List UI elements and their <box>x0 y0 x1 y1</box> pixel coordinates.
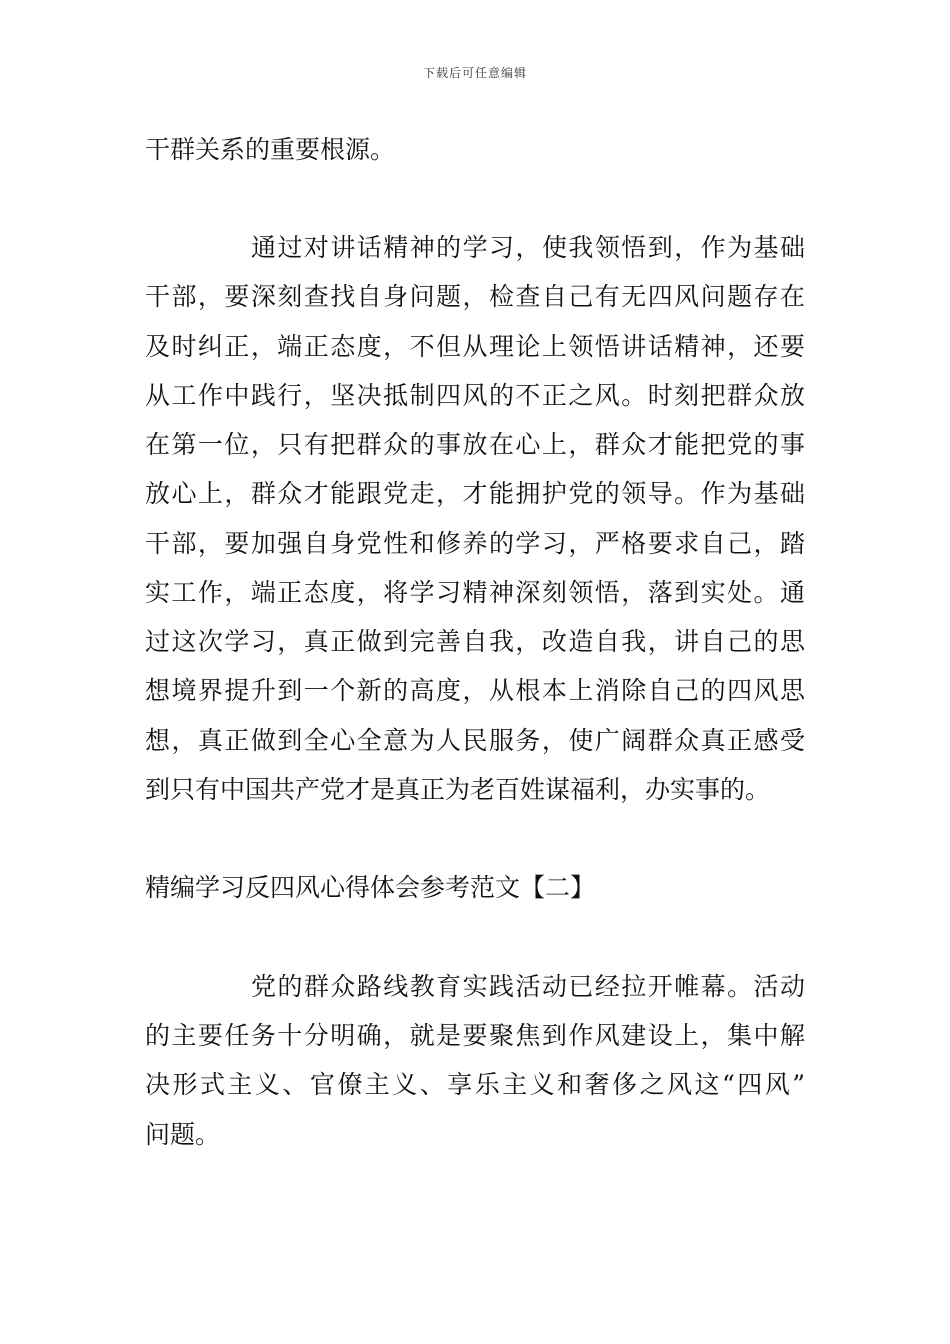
paragraph-2-line: 想境界提升到一个新的高度，从根本上消除自己的四风思 <box>145 676 805 705</box>
paragraph-1-line: 干群关系的重要根源。 <box>145 135 396 164</box>
paragraph-3-line: 党的群众路线教育实践活动已经拉开帷幕。活动 <box>251 972 805 1001</box>
paragraph-2-line: 实工作，端正态度，将学习精神深刻领悟，落到实处。通 <box>145 578 805 607</box>
paragraph-2-line: 放心上，群众才能跟党走，才能拥护党的领导。作为基础 <box>145 479 805 508</box>
paragraph-2-line: 干部，要加强自身党性和修养的学习，严格要求自己，踏 <box>145 529 805 558</box>
paragraph-3-line: 决形式主义、官僚主义、享乐主义和奢侈之风这“四风” <box>145 1070 805 1099</box>
paragraph-2-line: 想，真正做到全心全意为人民服务，使广阔群众真正感受 <box>145 726 805 755</box>
paragraph-3-line: 问题。 <box>145 1120 221 1149</box>
page-header: 下载后可任意编辑 <box>422 66 527 80</box>
paragraph-2-line: 通过对讲话精神的学习，使我领悟到，作为基础 <box>251 233 805 262</box>
paragraph-2-line: 及时纠正，端正态度，不但从理论上领悟讲话精神，还要 <box>145 332 805 361</box>
paragraph-2-line: 干部，要深刻查找自身问题，检查自己有无四风问题存在 <box>145 282 805 311</box>
section-heading: 精编学习反四风心得体会参考范文【二】 <box>145 873 596 902</box>
paragraph-2-line: 从工作中践行，坚决抵制四风的不正之风。时刻把群众放 <box>145 381 805 410</box>
paragraph-2-line: 到只有中国共产党才是真正为老百姓谋福利，办实事的。 <box>145 775 771 804</box>
paragraph-2-line: 在第一位，只有把群众的事放在心上，群众才能把党的事 <box>145 430 805 459</box>
paragraph-3-line: 的主要任务十分明确，就是要聚焦到作风建设上，集中解 <box>145 1021 805 1050</box>
paragraph-2-line: 过这次学习，真正做到完善自我，改造自我，讲自己的思 <box>145 627 805 656</box>
